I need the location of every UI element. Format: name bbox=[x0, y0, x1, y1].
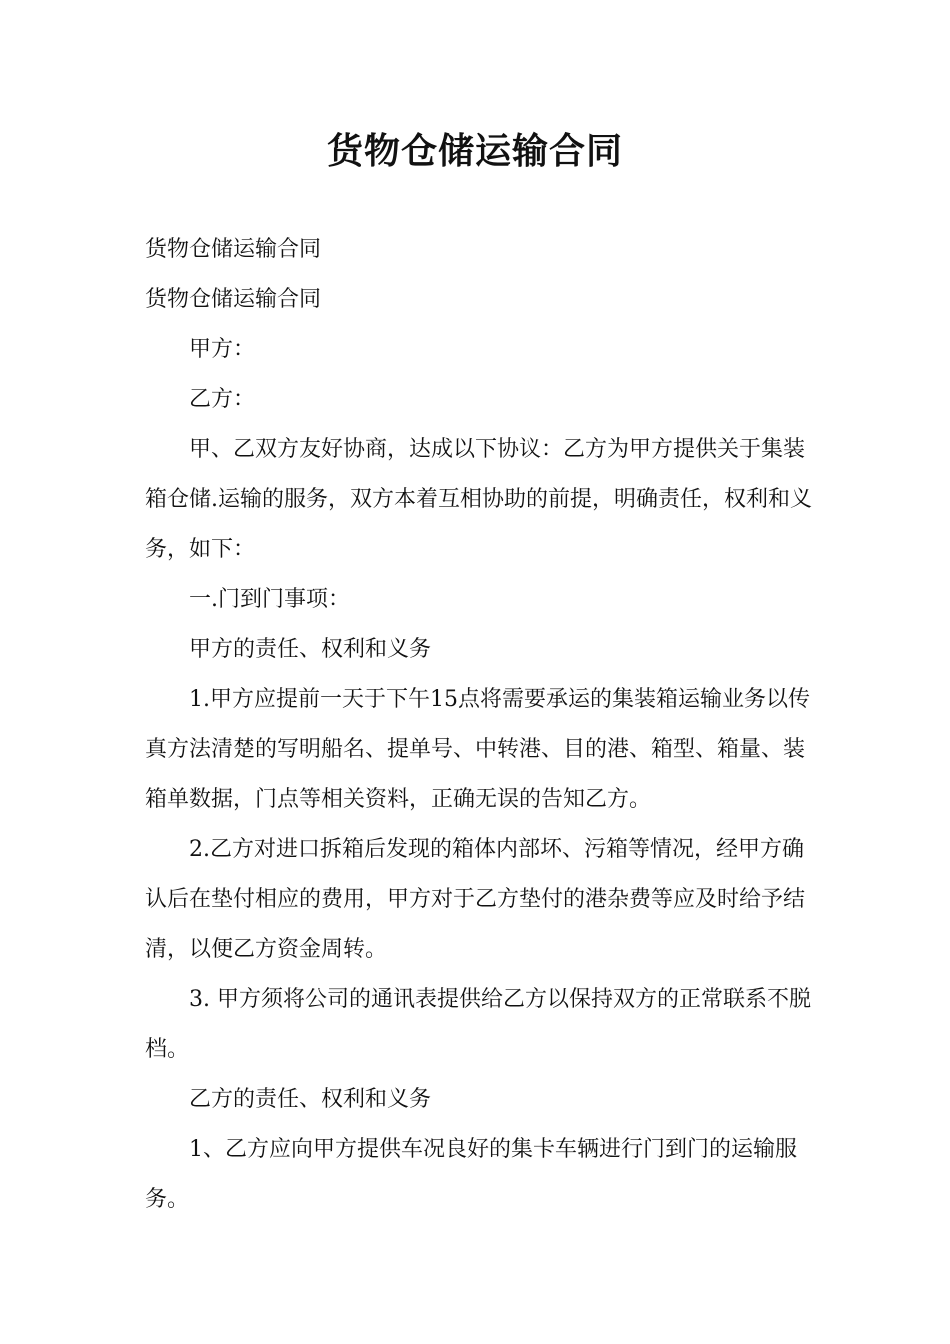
paragraph: 甲方的责任、权利和义务 bbox=[189, 637, 432, 662]
paragraph: 甲、乙双方友好协商，达成以下协议：乙方为甲方提供关于集装箱仓储.运输的服务，双方本着互相协助的前提，明确责任，权利和义务，如下： bbox=[145, 437, 812, 562]
document-title: 货物仓储运输合同 bbox=[326, 131, 623, 172]
paragraph: 货物仓储运输合同 bbox=[145, 287, 322, 312]
paragraph: 一.门到门事项： bbox=[189, 587, 350, 612]
paragraph: 货物仓储运输合同 bbox=[145, 237, 322, 262]
paragraph: 甲方： bbox=[189, 337, 256, 362]
paragraph: 乙方： bbox=[189, 387, 256, 412]
paragraph: 乙方的责任、权利和义务 bbox=[189, 1087, 432, 1112]
document-body bbox=[145, 225, 825, 1225]
paragraph: 3. 甲方须将公司的通讯表提供给乙方以保持双方的正常联系不脱档。 bbox=[145, 987, 811, 1062]
paragraph: 1、乙方应向甲方提供车况良好的集卡车辆进行门到门的运输服务。 bbox=[145, 1137, 797, 1212]
paragraph: 1.甲方应提前一天于下午15点将需要承运的集装箱运输业务以传真方法清楚的写明船名、提单号、中转港、目的港、箱型、箱量、装箱单数据，门点等相关资料，正确无误的告知乙方。 bbox=[145, 687, 810, 812]
paragraph: 2.乙方对进口拆箱后发现的箱体内部坏、污箱等情况，经甲方确认后在垫付相应的费用，甲方对于乙方垫付的港杂费等应及时给予结清，以便乙方资金周转。 bbox=[145, 837, 806, 962]
